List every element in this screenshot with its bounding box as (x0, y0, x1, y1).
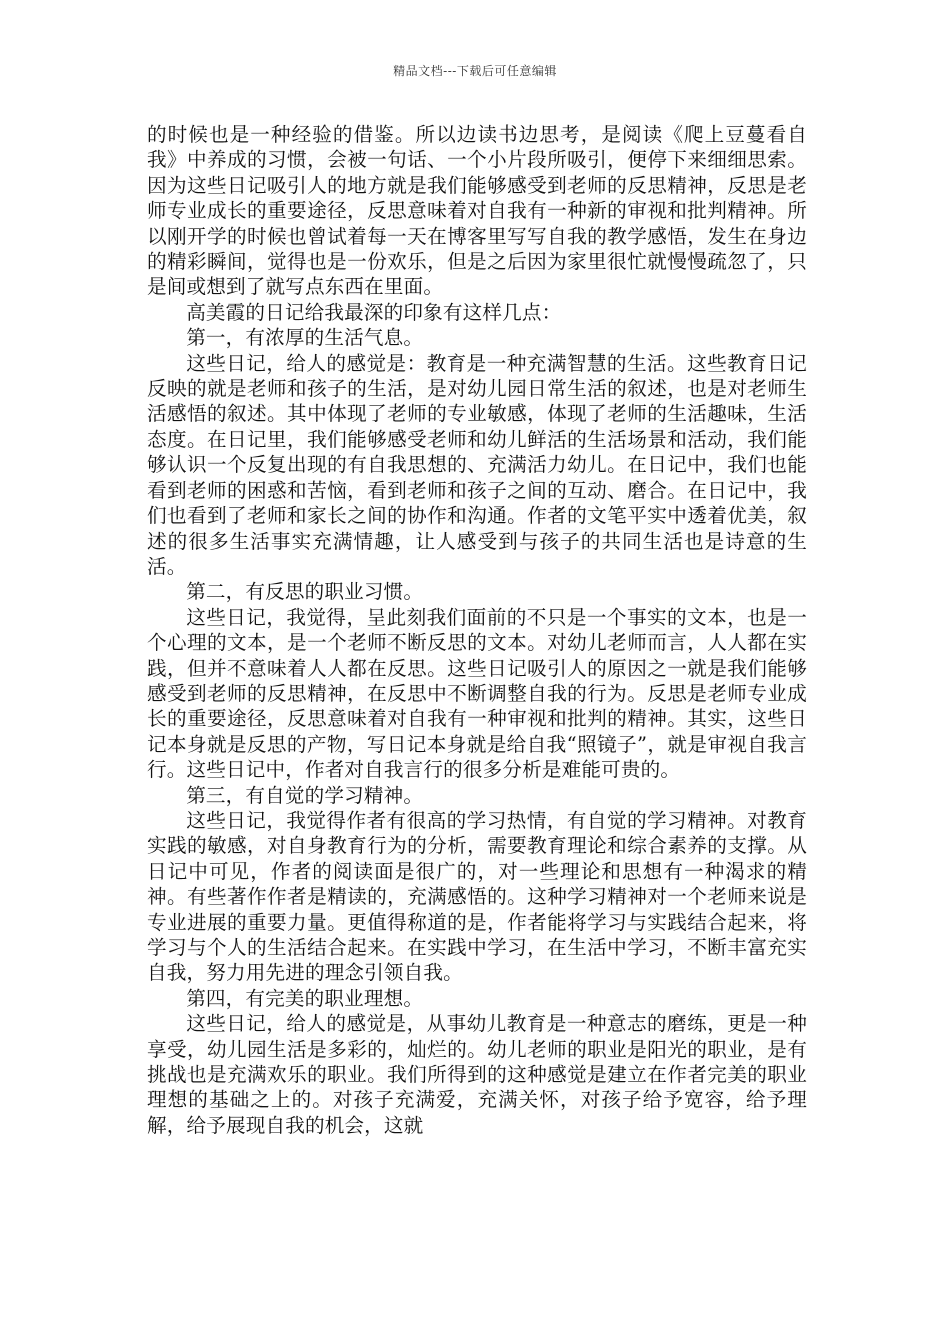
paragraph: 这些日记，我觉得，呈此刻我们面前的不只是一个事实的文本，也是一个心理的文本，是一个老师不断反思的文本。对幼儿老师而言，人人都在实践，但并不意味着人人都在反思。这些日记吸引人的原因之一就是我们能够感受到老师的反思精神，在反思中不断调整自我的行为。反思是老师专业成长的重要途径，反思意味着对自我有一种审视和批判的精神。其实，这些日记本身就是反思的产物，写日记本身就是给自我“照镜子”，就是审视自我言行。这些日记中，作者对自我言行的很多分析是难能可贵的。 (147, 605, 807, 782)
paragraph: 这些日记，给人的感觉是，从事幼儿教育是一种意志的磨练，更是一种享受，幼儿园生活是多彩的，灿烂的。幼儿老师的职业是阳光的职业，是有挑战也是充满欢乐的职业。我们所得到的这种感觉是建立在作者完美的职业理想的基础之上的。对孩子充满爱，充满关怀，对孩子给予宽容，给予理解，给予展现自我的机会，这就 (147, 1012, 807, 1137)
document-body (147, 122, 807, 1138)
section-heading: 第四，有完美的职业理想。 (186, 986, 424, 1010)
paragraph: 这些日记，我觉得作者有很高的学习热情，有自觉的学习精神。对教育实践的敏感，对自身教育行为的分析，需要教育理论和综合素养的支撑。从日记中可见，作者的阅读面是很广的，对一些理论和思想有一种渴求的精神。有些著作作者是精读的，充满感悟的。这种学习精神对一个老师来说是专业进展的重要力量。更值得称道的是，作者能将学习与实践结合起来，将学习与个人的生活结合起来。在实践中学习，在生活中学习，不断丰富充实自我，努力用先进的理念引领自我。 (147, 808, 807, 985)
paragraph: 这些日记，给人的感觉是：教育是一种充满智慧的生活。这些教育日记反映的就是老师和孩子的生活，是对幼儿园日常生活的叙述，也是对老师生活感悟的叙述。其中体现了老师的专业敏感，体现了老师的生活趣味，生活态度。在日记里，我们能够感受老师和幼儿鲜活的生活场景和活动，我们能够认识一个反复出现的有自我思想的、充满活力幼儿。在日记中，我们也能看到老师的困惑和苦恼，看到老师和孩子之间的互动、磨合。在日记中，我们也看到了老师和家长之间的协作和沟通。作者的文笔平实中透着优美，叙述的很多生活事实充满情趣，让人感受到与孩子的共同生活也是诗意的生活。 (147, 351, 807, 578)
section-heading: 第二，有反思的职业习惯。 (186, 580, 424, 604)
section-heading: 第三，有自觉的学习精神。 (186, 783, 424, 807)
paragraph: 高美霞的日记给我最深的印象有这样几点： (186, 300, 562, 324)
paragraph: 的时候也是一种经验的借鉴。所以边读书边思考，是阅读《爬上豆蔓看自我》中养成的习惯，会被一句话、一个小片段所吸引，便停下来细细思索。因为这些日记吸引人的地方就是我们能够感受到老师的反思精神，反思是老师专业成长的重要途径，反思意味着对自我有一种新的审视和批判精神。所以刚开学的时候也曾试着每一天在博客里写写自我的教学感悟，发生在身边的精彩瞬间，觉得也是一份欢乐，但是之后因为家里很忙就慢慢疏忽了，只是间或想到了就写点东西在里面。 (147, 123, 807, 299)
page-header: 精品文档---下载后可任意编辑 (393, 64, 557, 78)
section-heading: 第一，有浓厚的生活气息。 (186, 326, 424, 350)
